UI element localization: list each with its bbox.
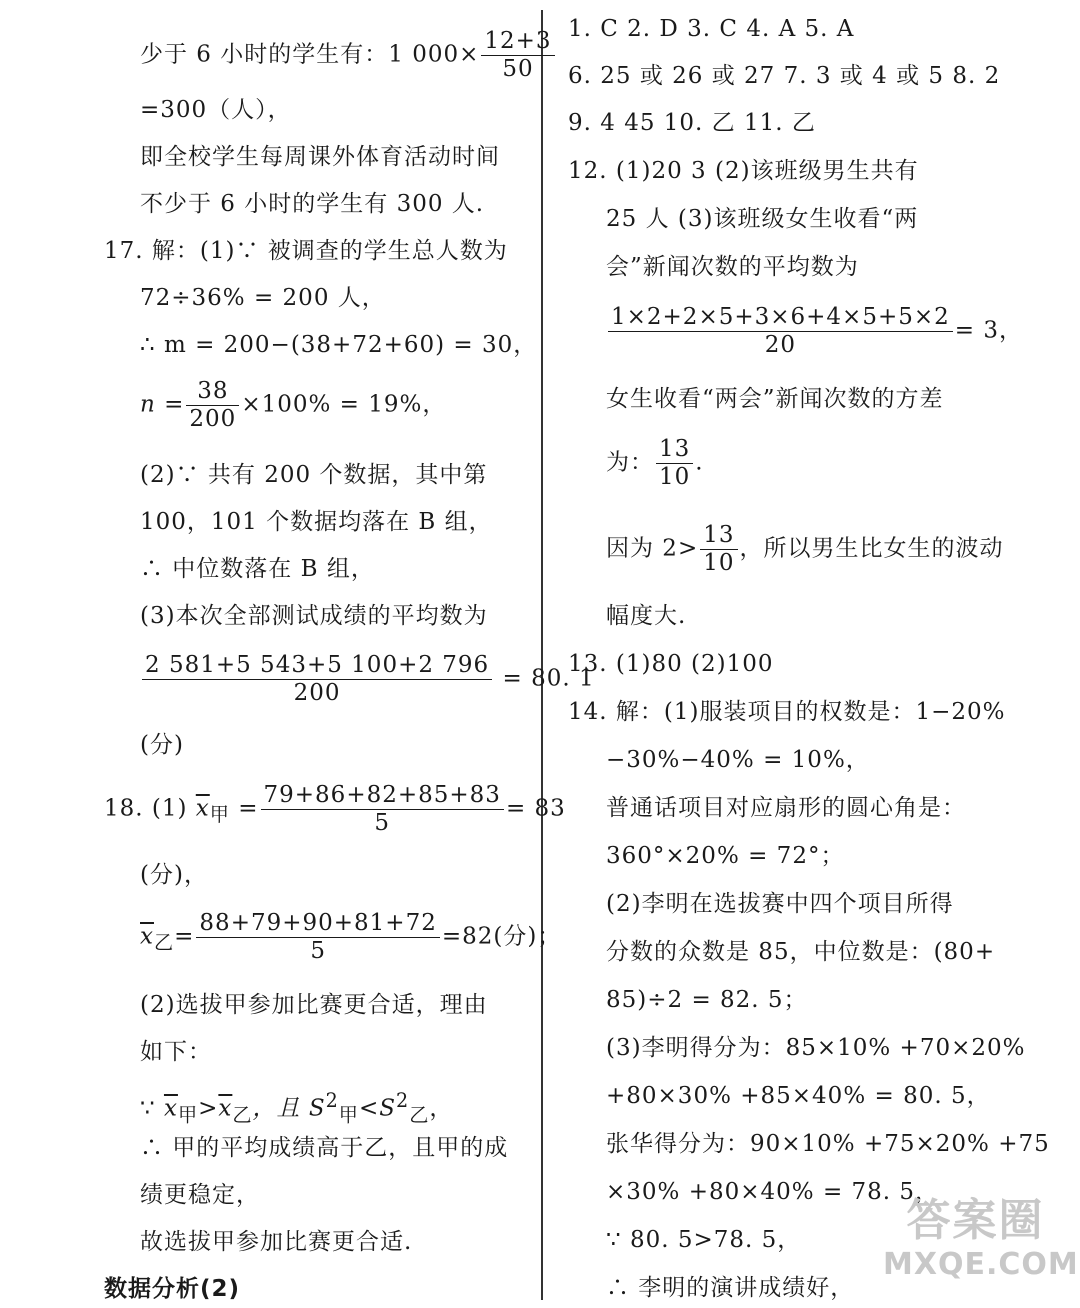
line-l14: (分) [140,732,184,758]
section-heading: 数据分析(2) [104,1276,241,1302]
line-l13: $\frac{2 581+5 543+5 100+2 796}{200}$ = 80. 1 [140,652,595,707]
line-l7: ∴ m = 200−(38+72+60) = 30， [140,332,538,358]
line-r9: 为： $\frac{13}{10}$ . [606,436,704,490]
line-l21: ∴ 甲的平均成绩高于乙，且甲的成 [140,1135,509,1161]
fraction: $\frac{13}{10}$ [656,436,693,491]
watermark-logo [883,1194,1079,1294]
line-l16: (分)， [140,862,208,888]
line-l18: (2)选拔甲参加比赛更合适，理由 [140,992,488,1018]
fraction: $\frac{79+86+82+85+83}{5}$ [261,782,504,837]
line-l5: 17. 解：(1)∵ 被调查的学生总人数为 [104,238,508,264]
line-r25: ∴ 李明的演讲成绩好， [606,1275,855,1301]
line-l9: (2)∵ 共有 200 个数据，其中第 [140,462,488,488]
fraction: $\frac{1\times 2+2\times 5+3\times 6+4\times 5+5\times 2}{20}$ [608,304,953,359]
line-r19: 85)÷2 = 82. 5； [606,987,808,1013]
line-r1: 1. C 2. D 3. C 4. A 5. A [568,16,855,42]
line-l3: 即全校学生每周课外体育活动时间 [140,144,500,170]
fraction: $\frac{13}{10}$ [700,522,737,577]
line-l12: (3)本次全部测试成绩的平均数为 [140,603,488,629]
fraction: $\frac{2 581+5 543+5 100+2 796}{200}$ [142,652,492,707]
line-l4: 不少于 6 小时的学生有 300 人. [140,191,485,217]
line-r12: 13. (1)80 (2)100 [568,651,774,677]
line-l2: =300（人）， [140,97,292,123]
line-r18: 分数的众数是 85，中位数是：(80+ [606,939,996,965]
line-r11: 幅度大. [606,603,687,629]
fraction: $\frac{38}{200}$ [186,378,239,433]
line-l1: 少于 6 小时的学生有：1 000× $\frac{12+3}{50}$ [140,28,557,83]
line-r5: 25 人 (3)该班级女生收看“两 [606,206,919,232]
line-l15: 18. (1) $\overline{x}_甲$ = $\frac{79+86+82+85+83}{5}$ = 83 [104,782,566,836]
fraction: $\frac{12+3}{50}$ [481,28,554,83]
line-r14: −30%−40% = 10%， [606,747,870,773]
line-l8: n = $\frac{38}{200}$ ×100% = 19%， [140,378,447,432]
line-r7: $\frac{1\times 2+2\times 5+3\times 6+4\times 5+5\times 2}{20}$ = 3， [606,304,1023,359]
line-r4: 12. (1)20 3 (2)该班级男生共有 [568,158,919,184]
line-r6: 会”新闻次数的平均数为 [606,254,859,280]
line-r8: 女生收看“两会”新闻次数的方差 [606,386,944,412]
line-r16: 360°×20% = 72°； [606,843,845,869]
line-l23: 故选拔甲参加比赛更合适. [140,1229,413,1255]
line-l11: ∴ 中位数落在 B 组， [140,556,375,582]
line-r21: +80×30% +85×40% = 80. 5， [606,1083,991,1109]
line-l10: 100，101 个数据均落在 B 组， [140,509,493,535]
line-r22: 张华得分为：90×10% +75×20% +75 [606,1131,1050,1157]
line-r10: 因为 2> $\frac{13}{10}$ ，所以男生比女生的波动 [606,522,1004,576]
fraction: $\frac{88+79+90+81+72}{5}$ [196,910,439,965]
watermark-url: MXQE.COM [883,1247,1079,1282]
line-r23: ×30% +80×40% = 78. 5， [606,1179,940,1205]
line-r17: (2)李明在选拔赛中四个项目所得 [606,891,954,917]
line-l19: 如下： [140,1039,212,1065]
line-l6: 72÷36% = 200 人， [140,285,386,311]
line-r15: 普通话项目对应扇形的圆心角是： [606,795,966,821]
line-r2: 6. 25 或 26 或 27 7. 3 或 4 或 5 8. 2 [568,63,1001,89]
line-l17: $\overline{x}_乙=$ $\frac{88+79+90+81+72}{5}$ =82(分)； [140,910,562,964]
line-r20: (3)李明得分为：85×10% +70×20% [606,1035,1026,1061]
line-r24: ∵ 80. 5>78. 5， [606,1227,802,1253]
line-r13: 14. 解：(1)服装项目的权数是：1−20% [568,699,1006,725]
line-l20: ∵ $\overline{x}_甲>\overline{x}_乙$，且 $S^2_甲<S^2_乙$， [140,1089,454,1127]
line-r3: 9. 4 45 10. 乙 11. 乙 [568,110,816,136]
watermark-logo-text: 答案圈 [906,1195,1045,1246]
line-l22: 绩更稳定， [140,1182,260,1208]
